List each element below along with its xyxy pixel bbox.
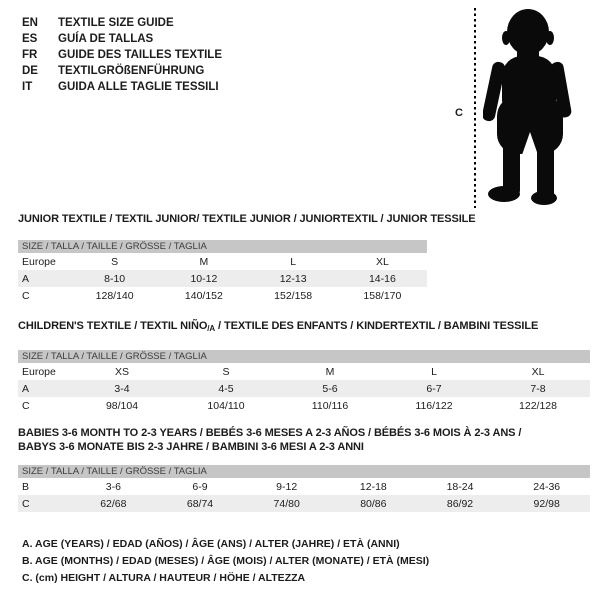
value-cell: 128/140 (95, 289, 134, 302)
size-cell: XL (531, 365, 545, 378)
language-list (22, 15, 222, 95)
language-title: GUÍA DE TALLAS (58, 33, 154, 45)
baby-silhouette-icon (483, 8, 598, 208)
value-cell: 152/158 (274, 289, 313, 302)
size-cell: M (325, 365, 335, 378)
value-cell: 5-6 (322, 382, 338, 395)
size-cell: L (290, 255, 297, 268)
legend-line-a: A. AGE (YEARS) / EDAD (AÑOS) / ÂGE (ANS) / ALTER (JAHRE) / ETÀ (ANNI) (22, 538, 400, 550)
value-cell: 12-13 (279, 272, 307, 285)
measurement-legend (22, 536, 429, 587)
value-cell: 12-18 (359, 480, 387, 493)
value-cell: 110/116 (311, 399, 349, 412)
language-code: ES (22, 33, 38, 45)
value-cell: 3-4 (114, 382, 130, 395)
size-header-band: SIZE / TALLA / TAILLE / GRÖSSE / TAGLIA (18, 350, 590, 363)
junior-size-table (18, 240, 427, 304)
value-cell: 24-36 (533, 480, 561, 493)
value-cell: 74/80 (273, 497, 300, 510)
language-code: IT (22, 81, 33, 93)
language-code: EN (22, 17, 38, 29)
value-cell: 8-10 (104, 272, 126, 285)
row-label: C (22, 289, 30, 302)
value-cell: 7-8 (530, 382, 546, 395)
children-table-title (18, 319, 538, 336)
junior-table-title: JUNIOR TEXTILE / TEXTIL JUNIOR/ TEXTILE JUNIOR / JUNIORTEXTIL / JUNIOR TESSILE (18, 213, 476, 225)
language-title: TEXTILE SIZE GUIDE (58, 17, 174, 29)
table-row (18, 478, 590, 495)
legend-line-b: B. AGE (MONTHS) / EDAD (MESES) / ÂGE (MOIS) / ALTER (MONATE) / ETÀ (MESI) (22, 555, 430, 567)
legend-line-c: C. (cm) HEIGHT / ALTURA / HAUTEUR / HÖHE / ALTEZZA (22, 572, 306, 584)
value-cell: 104/110 (207, 399, 245, 412)
height-measure-label: C (455, 107, 463, 119)
language-title: TEXTILGRÖßENFÜHRUNG (58, 65, 205, 77)
height-dashed-line (474, 8, 476, 208)
table-row (18, 380, 590, 397)
babies-title-line2: BABYS 3-6 MONATE BIS 2-3 JAHRE / BAMBINI 3-6 MESI A 2-3 ANNI (18, 441, 364, 453)
size-cell: S (111, 255, 119, 268)
table-row (18, 495, 590, 512)
table-row (18, 397, 590, 414)
language-row-it (22, 79, 222, 95)
row-label: Europe (22, 255, 56, 268)
value-cell: 4-5 (218, 382, 234, 395)
value-cell: 158/170 (363, 289, 402, 302)
babies-size-table (18, 465, 590, 512)
table-row (18, 253, 427, 270)
language-code: DE (22, 65, 38, 77)
value-cell: 140/152 (184, 289, 223, 302)
children-title-sub: /A (207, 324, 216, 333)
language-row-es (22, 31, 222, 47)
children-title-post: / TEXTILE DES ENFANTS / KINDERTEXTIL / BAMBINI TESSILE (215, 320, 539, 332)
language-title: GUIDA ALLE TAGLIE TESSILI (58, 81, 219, 93)
language-row-en (22, 15, 222, 31)
value-cell: 62/68 (100, 497, 127, 510)
size-cell: XL (375, 255, 389, 268)
size-header-band: SIZE / TALLA / TAILLE / GRÖSSE / TAGLIA (18, 465, 590, 478)
value-cell: 122/128 (519, 399, 557, 412)
row-label: B (22, 480, 30, 493)
table-row (18, 270, 427, 287)
value-cell: 10-12 (190, 272, 218, 285)
table-row (18, 287, 427, 304)
size-cell: XS (114, 365, 129, 378)
size-cell: L (431, 365, 437, 378)
row-label: C (22, 399, 30, 412)
language-row-de (22, 63, 222, 79)
language-row-fr (22, 47, 222, 63)
value-cell: 6-9 (192, 480, 208, 493)
language-title: GUIDE DES TAILLES TEXTILE (58, 49, 222, 61)
size-cell: M (199, 255, 209, 268)
size-header-band: SIZE / TALLA / TAILLE / GRÖSSE / TAGLIA (18, 240, 427, 253)
value-cell: 92/98 (533, 497, 560, 510)
babies-title-line1: BABIES 3-6 MONTH TO 2-3 YEARS / BEBÉS 3-6 MESES A 2-3 AÑOS / BÉBÉS 3-6 MOIS À 2-3 ANS / (18, 427, 522, 439)
table-row (18, 363, 590, 380)
children-title-pre: CHILDREN'S TEXTILE / TEXTIL NIÑO (18, 320, 208, 332)
row-label: A (22, 272, 30, 285)
row-label: Europe (22, 365, 56, 378)
value-cell: 6-7 (426, 382, 442, 395)
value-cell: 116/122 (415, 399, 453, 412)
value-cell: 14-16 (368, 272, 396, 285)
value-cell: 3-6 (105, 480, 121, 493)
babies-table-title (18, 426, 521, 454)
children-size-table (18, 350, 590, 414)
value-cell: 98/104 (105, 399, 139, 412)
value-cell: 18-24 (446, 480, 474, 493)
language-code: FR (22, 49, 38, 61)
value-cell: 68/74 (186, 497, 214, 510)
row-label: A (22, 382, 30, 395)
value-cell: 86/92 (446, 497, 474, 510)
value-cell: 9-12 (276, 480, 298, 493)
value-cell: 80/86 (360, 497, 387, 510)
row-label: C (22, 497, 30, 510)
size-cell: S (222, 365, 230, 378)
